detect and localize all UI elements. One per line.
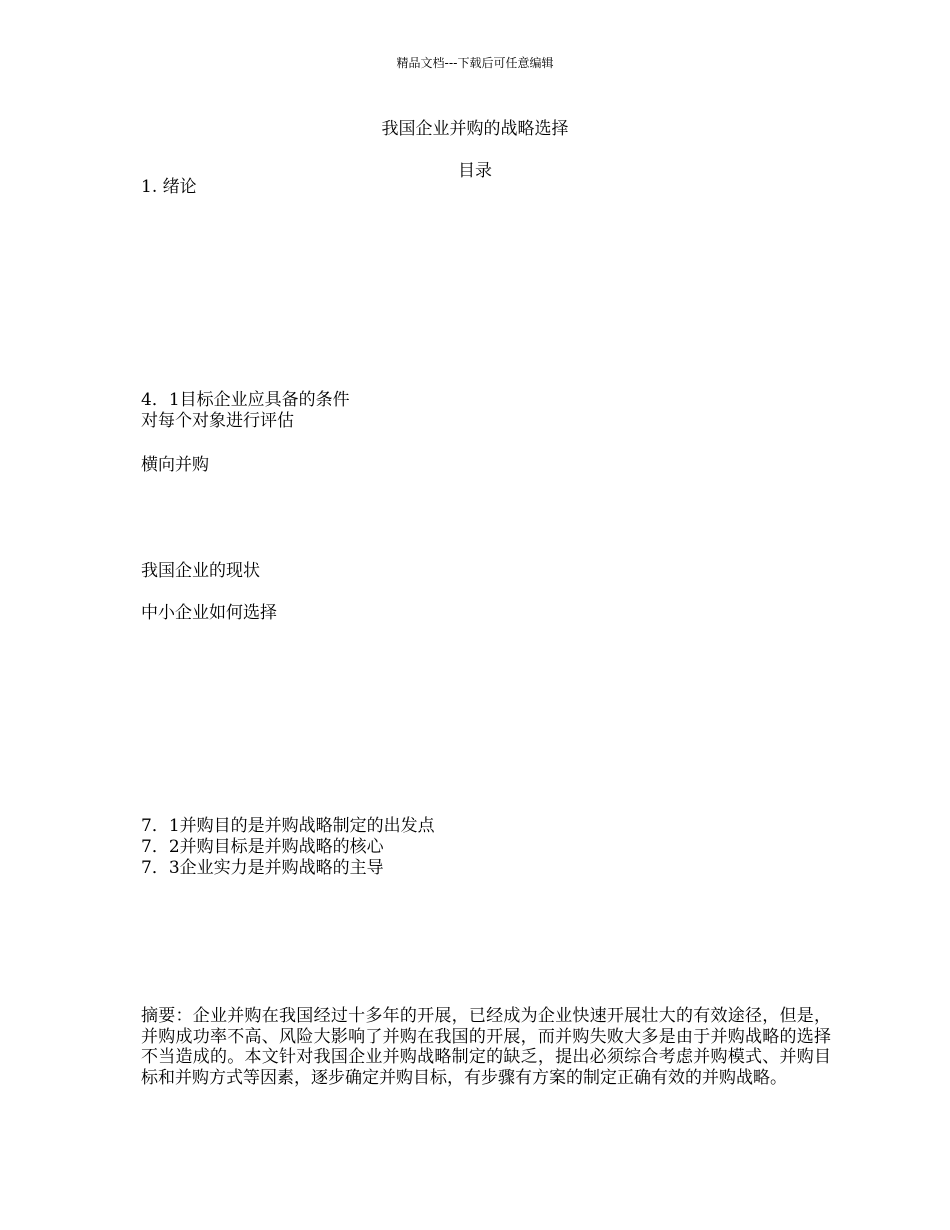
toc-item-evaluation: 对每个对象进行评估 — [141, 411, 294, 431]
toc-item-current-status: 我国企业的现状 — [141, 561, 260, 581]
toc-item-7-3: 7．3企业实力是并购战略的主导 — [141, 858, 384, 878]
toc-heading: 目录 — [458, 161, 492, 181]
toc-item-7-2: 7．2并购目标是并购战略的核心 — [141, 837, 384, 857]
header-note: 精品文档---下载后可任意编辑 — [396, 56, 554, 70]
document-title: 我国企业并购的战略选择 — [381, 119, 569, 139]
toc-item-7-1: 7．1并购目的是并购战略制定的出发点 — [141, 816, 435, 836]
toc-item-sme-choice: 中小企业如何选择 — [141, 603, 277, 623]
abstract-block — [141, 1006, 831, 1088]
abstract-text: 摘要：企业并购在我国经过十多年的开展，已经成为企业快速开展壮大的有效途径，但是，并购成功率不高、风险大影响了并购在我国的开展，而并购失败大多是由于并购战略的选择不当造成的。本文针对我国企业并购战略制定的缺乏，提出必须综合考虑并购模式、并购目标和并购方式等因素，逐步确定并购目标，有步骤有方案的制定正确有效的并购战略。 — [141, 1006, 831, 1088]
toc-item-4-1: 4．1目标企业应具备的条件 — [141, 390, 350, 410]
toc-item-introduction: 1. 绪论 — [141, 177, 197, 197]
toc-item-horizontal-merger: 横向并购 — [141, 455, 209, 475]
